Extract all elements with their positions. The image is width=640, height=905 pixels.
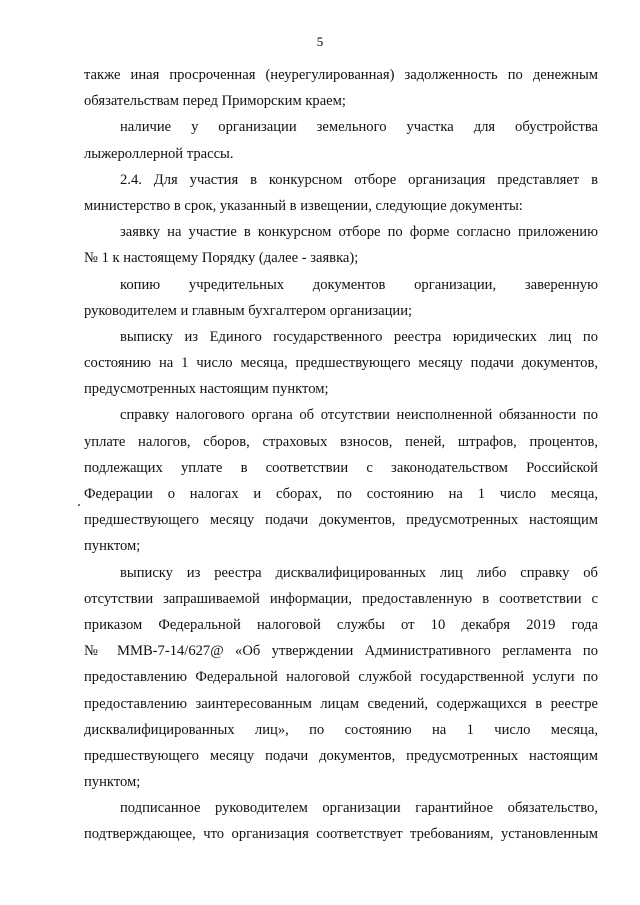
text-line: копию учредительных документов организации, заверенную [120,276,598,293]
document-body [84,62,598,848]
text-line: приказом Федеральной налоговой службы от 10 декабря 2019 года [84,616,598,633]
text-line: Федерации о налогах и сборах, по состоянию на 1 число месяца, [84,486,598,502]
text-line: наличие у организации земельного участка для обустройства [120,119,598,136]
text-line: № ММВ-7-14/627@ «Об утверждении Административного регламента по [84,643,598,660]
text-line: обязательствам перед Приморским краем; [84,93,346,110]
text-line: справку налогового органа об отсутствии неисполненной обязанности по [120,407,598,424]
text-line: заявку на участие в конкурсном отборе по форме согласно приложению [120,224,598,241]
text-line: 2.4. Для участия в конкурсном отборе организация представляет в [120,171,598,188]
text-line: выписку из реестра дисквалифицированных лиц либо справку об [120,564,598,581]
text-line: лыжероллерной трассы. [84,145,234,162]
text-line: подтверждающее, что организация соответствует требованиям, установленным [84,826,598,843]
text-line: также иная просроченная (неурегулированная) задолженность по денежным [84,67,598,83]
text-line: отсутствии запрашиваемой информации, предоставленную в соответствии с [84,590,598,607]
margin-dot-mark [78,504,80,506]
text-line: руководителем и главным бухгалтером организации; [84,302,413,319]
text-line: предусмотренных настоящим пунктом; [84,381,329,398]
text-line: № 1 к настоящему Порядку (далее - заявка); [84,250,359,267]
text-line: пунктом; [84,774,141,791]
text-line: предшествующего месяцу подачи документов, предусмотренных настоящим [84,747,598,764]
text-line: предоставлению заинтересованным лицам сведений, содержащихся в реестре [84,695,598,712]
text-line: предшествующего месяцу подачи документов, предусмотренных настоящим [84,512,598,529]
text-line: министерство в срок, указанный в извещении, следующие документы: [84,197,523,214]
text-line: подлежащих уплате в соответствии с законодательством Российской [84,459,598,476]
text-line: выписку из Единого государственного реестра юридических лиц по [120,328,598,345]
text-line: состоянию на 1 число месяца, предшествующего месяцу подачи документов, [84,355,598,372]
text-line: подписанное руководителем организации гарантийное обязательство, [120,800,598,817]
page-number: 5 [316,34,324,49]
text-line: пунктом; [84,538,141,555]
text-line: дисквалифицированных лиц», по состоянию на 1 число месяца, [84,721,598,738]
text-line: предоставлению Федеральной налоговой службой государственной услуги по [84,669,598,686]
text-line: уплате налогов, сборов, страховых взносов, пеней, штрафов, процентов, [84,433,598,450]
